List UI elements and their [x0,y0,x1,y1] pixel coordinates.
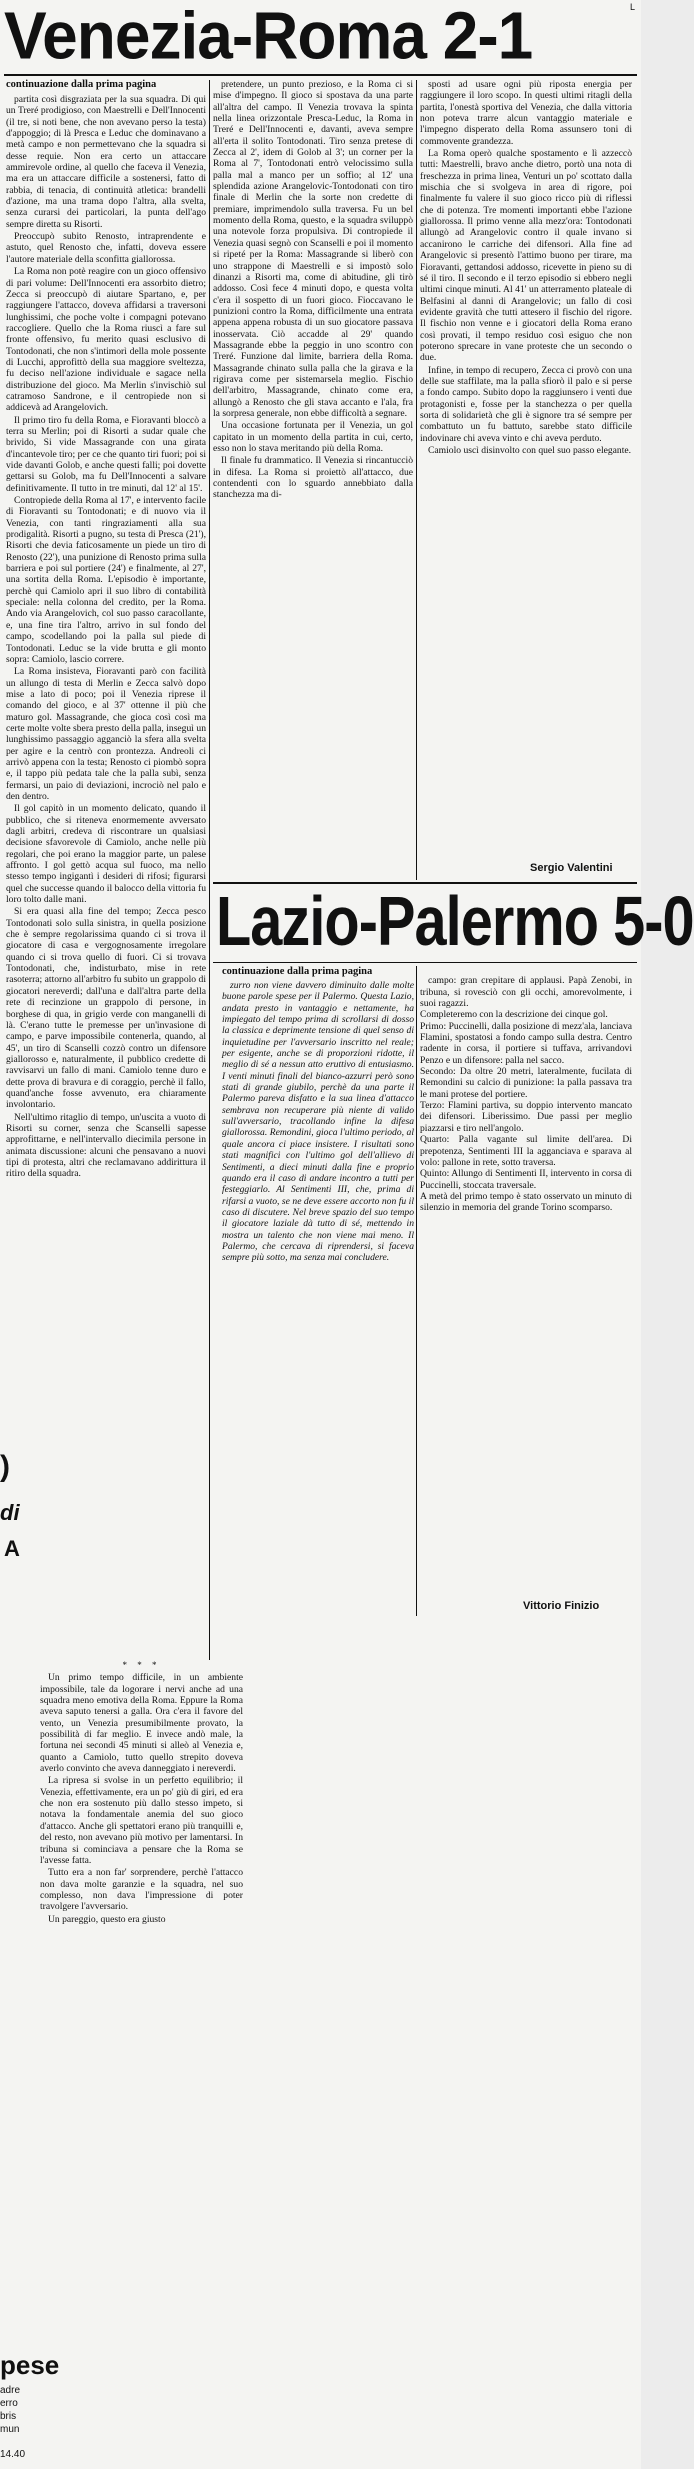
headline-venezia-roma: Venezia-Roma 2-1 [4,0,533,74]
section-stars: * * * [122,1660,161,1670]
paragraph: Il gol capitò in un momento delicato, quando il pubblico, che si riteneva enormemente avversato dagli arbitri, credeva di riscontrare un qualsiasi decisione sfavorevole di Camiolo, anche nelle più regolari, che poi erano la maggior parte, un palese affronto. I gol gettò acqua sul fuoco, ma nello stesso tempo ingigantì i desideri di rifosi; figurarsi quel che successe quando il balocco della vittoria fu loro tolto dalle mani. [6,803,206,906]
paragraph: Preoccupò subito Renosto, intraprendente e astuto, quel Renosto che, infatti, doveva essere l'autore materiale della sconfitta giallorossa. [6,231,206,265]
main-column-1 [6,94,206,1659]
column-divider [416,80,417,880]
paragraph: pretendere, un punto prezioso, e la Roma ci si mise d'impegno. Il gioco si spostava da una parte all'altra del campo. Il Venezia trovava la spinta nella linea orizzontale Presca-Leduc, la Roma in Treré e Dell'Innocenti e, davanti, aveva sempre all'erta il solito Tontodonati. Tiro senza pretese di Zecca al 2', idem di Golob al 3'; un corner per la Roma al 7', Tontodonati entrò velocissimo sulla palla mal a manco per un soffio; al 12' una splendida azione Arangelovic-Tontodonati con tiro finale di Merlin che la sorte non credette di premiare, imprimendolo sulla traversa. Fu un bel momento della Roma, questo, e la squadra sviluppò una notevole forza propulsiva. Di contropiede il Venezia quasi segnò con Scanselli e poi il momento si ripeté per la Roma: Massagrande si liberò con uno strappone di Maestrelli e si impostò solo dinanzi a Risorti ma, come di abitudine, gli tirò addosso. Così fece 4 minuti dopo, e questa volta c'era il sospetto di un fuori gioco. Fioccavano le punizioni contro la Roma, difficilmente una entrata appena appena robusta di un suo giocatore passava inosservata. Ciò accadde al 29' quando Massagrande ebbe la peggio in uno scontro con Treré. Funzione dal limite, barriera della Roma. Massagrande chinato sulla palla che la girava e la rigirava come per sistemarsela meglio. Fischio dell'arbitro, Massagrande, chinato come era, allungò a Renosto che gli stava accanto e l'ala, fra la sorpresa generale, non ebbe difficoltà a segnare. [213,79,413,419]
byline-valentini: Sergio Valentini [530,862,613,874]
paragraph: partita così disgraziata per la sua squadra. Di qui un Treré prodigioso, con Maestrelli e Dell'Innocenti (il tre, si noti bene, che non avevano perso la testa) d'appoggio; di là Presca e Leduc che dominavano a metà campo e non permettevano che la squadra si desse requie. Non era certo un attaccare ammirevole ordine, al quello che faceva il Venezia, ma era un attaccare difficile a sostenersi, fatto di rabbia, di tenacia, di continuità atletica: brandelli d'azione, ma una trama dopo l'altra, alla svelta, senza curarsi dei particolari, la punta dell'ago sempre diretta su Risorti. [6,94,206,230]
paragraph: campo: gran crepitare di applausi. Papà Zenobi, in tribuna, si rovesciò con gli occhi, amorevolmente, i suoi ragazzi. Completeremo con la descrizione dei cinque gol. Primo: Puccinelli, dalla posizione di mezz'ala, lanciava Flamini, spostatosi a fondo campo sulla destra. Centro radente in corsa, il portiere si tuffava, arrivandovi Penzo e un difensore: palla nel sacco. Secondo: Da oltre 20 metri, lateralmente, fucilata di Remondini su calcio di punizione: la palla passava tra le mani protese del portiere. Terzo: Flamini partiva, su doppio intervento mancato dei difensori. Liberissimo. Due passi per meglio piazzarsi e tiro nell'angolo. Quarto: Palla vagante sul limite dell'area. Di prepotenza, Sentimenti III la agganciava e sparava al volo: pallone in rete, sotto traversa. Quinto: Allungo di Sentimenti II, intervento in corsa di Puccinelli, stoccata traversale. A metà del primo tempo è stato osservato un minuto di silenzio in memoria del grande Torino scomparso. [420,975,632,1214]
paragraph: Si era quasi alla fine del tempo; Zecca pesco Tontodonati solo sulla sinistra, in quella posizione che è sempre regolarissima quando ci si trova il giocatore di casa e vergognosamente irregolare quando ci si trova quello di fuori. Ci si trovava Tontodonati, che, indisturbato, mise in rete rasoterra; attorno all'arbitro fu subito un grappolo di giocatori nereverdi; dall'una e dall'altra parte della rete di recinzione un grappolo di persone, in borghese di qua, in grigio verde con manganelli di là. C'erano tutte le premesse per un'invasione di campo, e parve impossibile contenerla, quando, al 45', un tiro di Scanselli cozzò contro un difensore giallorosso e, naturalmente, il pubblico credette di ravvisarvi un fallo di mani. Camiolo tenne duro e dette prova di bravura e di coraggio, perchè il fallo, quand'anche fosse avvenuto, era chiaramente involontario. [6,906,206,1111]
paragraph: Nell'ultimo ritaglio di tempo, un'uscita a vuoto di Risorti su corner, senza che Scanselli sapesse approfittarne, e nell'intervallo diecimila persone in animata discussione: alcuni che pensavano a nuovi tipi di protesta, altri che reclamavano addirittura il ritiro della squadra. [6,1111,206,1180]
left-edge-fragment: erro [0,2398,18,2409]
paragraph: Il finale fu drammatico. Il Venezia si rincantucciò in difesa. La Roma si proiettò all'attacco, due contendenti con lo sguardo annebbiato dalla stanchezza ma di- [213,455,413,501]
left-edge-fragment: di [0,1500,20,1525]
paragraph: La Roma non potè reagire con un gioco offensivo di pari volume: Dell'Innocenti era assorbito dietro; Zecca si preoccupò di aiutare Spartano, e, per raggiungere l'attacco, doveva affidarsi a traversoni lunghissimi, che poche volte i compagni potevano raccogliere. Quello che la Roma riuscì a fare sul fronte offensivo, fu merito quasi esclusivo di Tontodonati, che non s'intimorì della mole possente di Lucchi, approfittò della sua maggiore sveltezza, fu deciso nell'azione individuale e sagace nella distribuzione del gioco. Ma Merlin s'invischiò sul catramoso Sandrone, e il centropiede non si addicevà ad Arangelovich. [6,266,206,414]
lazio-column-2 [420,964,632,1564]
paragraph: Il primo tiro fu della Roma, e Fioravanti bloccò a terra su Merlin; poi di Risorti a sudar quale che brivido, Si vide Massagrande con una girata d'incantevole tiro; per ce che quanto tiri fuori; poi si vide davanti Golob, e anche questi falli; poi dovette gettarsi su Golob, ma fu Dell'Innocenti a salvare definitivamente. Il tutto in tre minuti, dal 12' al 15'. [6,414,206,494]
paragraph: zurro non viene davvero diminuito dalle molte buone parole spese per il Palermo. Questa Lazio, andata presto in vantaggio e nettamente, ha impiegato del tempo prima di scrollarsi di dosso la classica e deprimente tensione di quel senso di inquietudine per l'avversario inscritto nel reale; per esigente, anche se di proporzioni ridotte, il meglio di sé a nessun atto eruttivo di entusiasmo. I venti minuti finali del bianco-azzurri però sono stati di grande giubilo, perchè da una parte il Palermo pareva disfatto e la sua linea d'attacco sembrava non recuperare più niente di valido sull'avversario, tracollando infine la difesa giallorossa. Remondini, gioca l'ultimo periodo, al quale ancora ci piace insistere. I risultati sono stati magnifici con l'ultimo gol dell'allievo di Sentimenti, a dieci minuti dalla fine e proprio quando era il caso di andare incontro a tutti per festeggiarlo. Al Sentimenti III, che, prima di rifarsi a vuoto, se ne deve essere accorto non fu il caso di discutere. Nel breve spazio del suo tempo il giocatore laziale dà tutto di sé, mettendo in mostra un talento che non viene mai meno. Il Palermo, che cercava di riprendersi, si faceva sempre più sotto, ma senza mai concludere. [222,980,414,1264]
left-edge-fragment: ) [0,1450,10,1483]
paragraph: Infine, in tempo di recupero, Zecca ci provò con una delle sue staffilate, ma la palla sfiorò il palo e si perse a fondo campo. Subito dopo la raggiunsero i venti due protagonisti e, fosse per la stanchezza o per quella sorta di solidarietà che gli è signore tra sé sempre per combattuto un fu battuto, sarebbe stato difficile indovinare chi aveva vinto e chi aveva perduto. [420,364,632,444]
paragraph: Camiolo uscì disinvolto con quel suo passo elegante. [428,445,632,456]
paragraph: Un pareggio, questo era giusto [48,1913,166,1925]
left-edge-fragment: mun [0,2424,20,2435]
paragraph: sposti ad usare ogni più riposta energia per raggiungere il loro scopo. In questi ultimi ritagli della partita, l'onestà sportiva del Venezia, che dalla vittoria non poteva trarre alcun vantaggio materiale e l'impegno disperato della Roma assunsero toni di commovente grandezza. [420,79,632,147]
byline-finizio: Vittorio Finizio [523,1600,600,1612]
paragraph: La Roma insisteva, Fioravanti parò con facilità un allungo di testa di Merlin e Zecca salvò dopo mise a lato di poco; poi il Venezia riprese il comando del gioco, e al 37' ottenne il più che maturo gol. Massagrande, che gioca così così ma certe molte volte sbera presto della palla, inseguì un lunghissimo passaggio agganciò la sfera alla svelta per agire e la centrò con prontezza. Andreoli ci arrivò appena con la testa; Renosto ci piombò sopra e, il tappo più pedata tale che la palla subì, senza fermarsi, un paio di deviazioni, incrociò nel palo e den dentro. [6,666,206,802]
paragraph: Contropiede della Roma al 17', e intervento facile di Fioravanti su Tontodonati; e di nuovo via il Venezia, con tanti ringraziamenti alla sua prodigalità. Risorti a pugno, su testa di Presca (21'), Risorti che devia faticosamente un piede un tiro di Renosto (22'), una punizione di Renosto prima sulla barriera e poi sul portiere (24') e finalmente, al 27', una sortita della Roma. L'episodio è importante, perchè qui Camiolo apri il suo libro di contabilità speciale: nella colonna del credito, per la Roma. Ando via Arangelovich, col suo passo caracollante, e, una fine tira l'altro, arrivo in sul fondo del campo, scodellando poi la palla sul piede di Tontodonati. Leduc se la vide brutta e gli monto sopra: Camiolo, lascio correre. [6,495,206,665]
corner-mark: L [630,2,636,12]
main-column-3 [420,79,632,859]
column-divider [416,966,417,1616]
paragraph: Una occasione fortunata per il Venezia, un gol capitato in un momento della partita in cui, certo, esso non lo stava meritando più della Roma. [213,420,413,454]
left-edge-fragment: pese [0,2350,60,2380]
left-edge-fragment: A [4,1536,20,1561]
left-edge-fragment: adre [0,2385,21,2396]
paragraph: La Roma operò qualche spostamento e lì azzeccò tutti: Maestrelli, bravo anche dietro, portò una nota di freschezza in prima linea, Venturi un po' scottato dalla mischia che si svolgeva in area di rigore, poi finalmente fu valere il suo gioco ricco più di riflessi che di potenza. Tre momenti importanti ebbe l'azione giallorossa. Il primo venne alla mezz'ora: Tontodonati allungò ad Arangelovic contro il quale invano si accanirono le carriche dei difensori. Alla fine ad Arangelovic si presentò l'attimo buono per tirare, ma Fioravanti, gettandosi addosso, ricevette in pieno su di sé il tiro. Il secondo e il terzo episodio si ebbero negli ultimi cinque minuti. Al 41' un atterramento plateale di Belfasini al danni di Arangelovic; un fallo di così evidente gravità che tutti attesero il fischio del rigore. Il fischio non venne e i giocatori della Roma erano così provati, il tempo residuo così esiguo che non poterono sprecare in vane proteste che un secondo o due. [420,148,632,364]
continuation-label-2: continuazione dalla prima pagina [222,966,373,977]
left-edge-fragment: bris [0,2411,17,2422]
paragraph: La ripresa si svolse in un perfetto equilibrio; il Venezia, effettivamente, era un po' giù di giri, ed era che non era sostenuto più dallo stesso impeto, si notava la fondamentale anemia del suo gioco d'attacco. Anche gli spettatori erano più tranquilli e, del resto, non avevano più motivo per lamentarsi. In tribuna si cominciava a pensare che la Roma se l'avesse fatta. [40,1775,243,1866]
lazio-column-1 [222,980,414,1620]
headline-lazio-palermo: Lazio-Palermo 5-0 [216,883,694,961]
paragraph: Un primo tempo difficile, in un ambiente impossibile, tale da logorare i nervi anche ad una squadra meno emotiva della Roma. Eppure la Roma aveva saputo tenersi a galla. Ora c'era il favore del vento, un Venezia presumibilmente provato, la possibilità di far meglio. E invece andò male, la fortuna nei secondi 45 minuti si alleò al Venezia e, quanto a Camiolo, tutto quello strepito doveva averlo convinto che aveva danneggiato i nereverdi. [40,1672,243,1775]
main-column-1-continued [40,1660,243,2465]
continuation-label: continuazione dalla prima pagina [6,79,157,90]
column-divider [209,80,210,1660]
header-rule [4,74,637,76]
headline-rule [213,962,637,963]
left-edge-fragment: 14.40 [0,2449,26,2460]
paragraph: Tutto era a non far' sorprendere, perchè l'attacco non dava molte garanzie e la squadra, nel suo complesso, non dava l'impressione di poter travolgere l'avversario. [40,1867,243,1913]
main-column-2 [213,79,413,879]
